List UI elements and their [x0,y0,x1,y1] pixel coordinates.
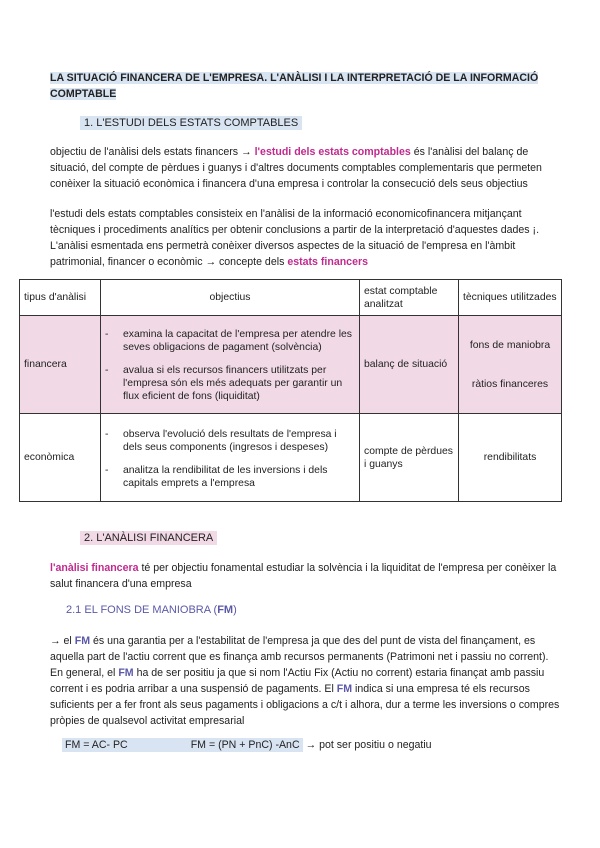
table-row [20,316,562,414]
cell-tipus: financera [20,316,101,414]
cell-objectius [101,316,360,414]
section-2-1-heading: 2.1 EL FONS DE MANIOBRA (FM) [66,604,237,616]
header-estat: estat comptable analitzat [360,280,459,316]
paragraph-estudi: l'estudi dels estats comptables consisteix en l'anàlisi de la informació economicofinancera mitjançant tècniques i procediments analítics per obtenir conclusions a partir de la interpretació d'aquestes dades ¡. L'anàlisi esmentada ens permetrà conèixer diversos aspectes de la situació de l'empresa en l'àmbit patrimonial, financer o econòmic → concepte dels estats financers [50,208,540,268]
formula-2: FM = (PN + PnC) -AnC [188,738,303,752]
paragraph-fons-maniobra: → el FM és una garantia per a l'estabilitat de l'empresa ja que des del punt de vista del finançament, es aquella part de l'actiu corrent que es finança amb recursos permanents (Patrimoni net i passiu no corrent). En general, el FM ha de ser positiu ja que si nom l'Actiu Fix (Actiu no corrent) estaria finançat amb passiu corrent i es podria arribar a una suspensió de pagaments. El FM indica si una empresa té els recursos suficients per a fer front als seus pagaments i obligacions a c/t i alhora, dur a terme les inversions o compres pròpies de qualsevol activitat empresarial [50,635,560,727]
cell-estat: balanç de situació [360,316,459,414]
list-item: - observa l'evolució dels resultats de l'empresa i dels seus components (ingresos i despeses) [123,428,355,454]
formula-1: FM = AC- PC [62,738,188,752]
tecnica-item: ràtios financeres [471,378,549,390]
header-objectius: objectius [101,280,360,316]
cell-tipus: econòmica [20,414,101,502]
cell-tecniques: rendibilitats [459,414,562,502]
table-row [20,414,562,502]
paragraph-analisi-financera: l'anàlisi financera té per objectiu fonamental estudiar la solvència i la liquiditat de l'empresa per conèixer la salut financera d'una empresa [50,562,557,590]
list-item: - avalua si els recursos financers utilitzats per l'empresa són els més adequats per garantir un flux eficient de fons (liquiditat) [123,364,355,403]
section-2-heading: 2. L'ANÀLISI FINANCERA [80,531,217,545]
table-header-row [20,280,562,316]
cell-estat: compte de pèrdues i guanys [360,414,459,502]
analysis-table [19,279,562,502]
fm-formula [62,739,432,751]
page-title: LA SITUACIÓ FINANCERA DE L'EMPRESA. L'ANÀLISI I LA INTERPRETACIÓ DE LA INFORMACIÓ COMPTABLE [50,72,539,100]
tecnica-item: fons de maniobra [469,339,551,351]
section-1-heading: 1. L'ESTUDI DELS ESTATS COMPTABLES [80,116,302,130]
list-item: - analitza la rendibilitat de les inversions i dels capitals emprets a l'empresa [123,464,355,490]
paragraph-objectiu: objectiu de l'anàlisi dels estats financers → l'estudi dels estats comptables és l'anàlisi del balanç de situació, del compte de pèrdues i guanys i d'altres documents comptables complementaris que permeten conèixer la situació econòmica i financera d'una empresa i controlar la consecució dels seus objectius [50,146,542,190]
cell-tecniques [459,316,562,414]
header-tipus: tipus d'anàlisi [20,280,101,316]
header-tecniques: tècniques utilitzades [459,280,562,316]
cell-objectius [101,414,360,502]
list-item: - examina la capacitat de l'empresa per atendre les seves obligacions de pagament (solvència) [123,328,355,354]
formula-note: → pot ser positiu o negatiu [302,739,432,751]
